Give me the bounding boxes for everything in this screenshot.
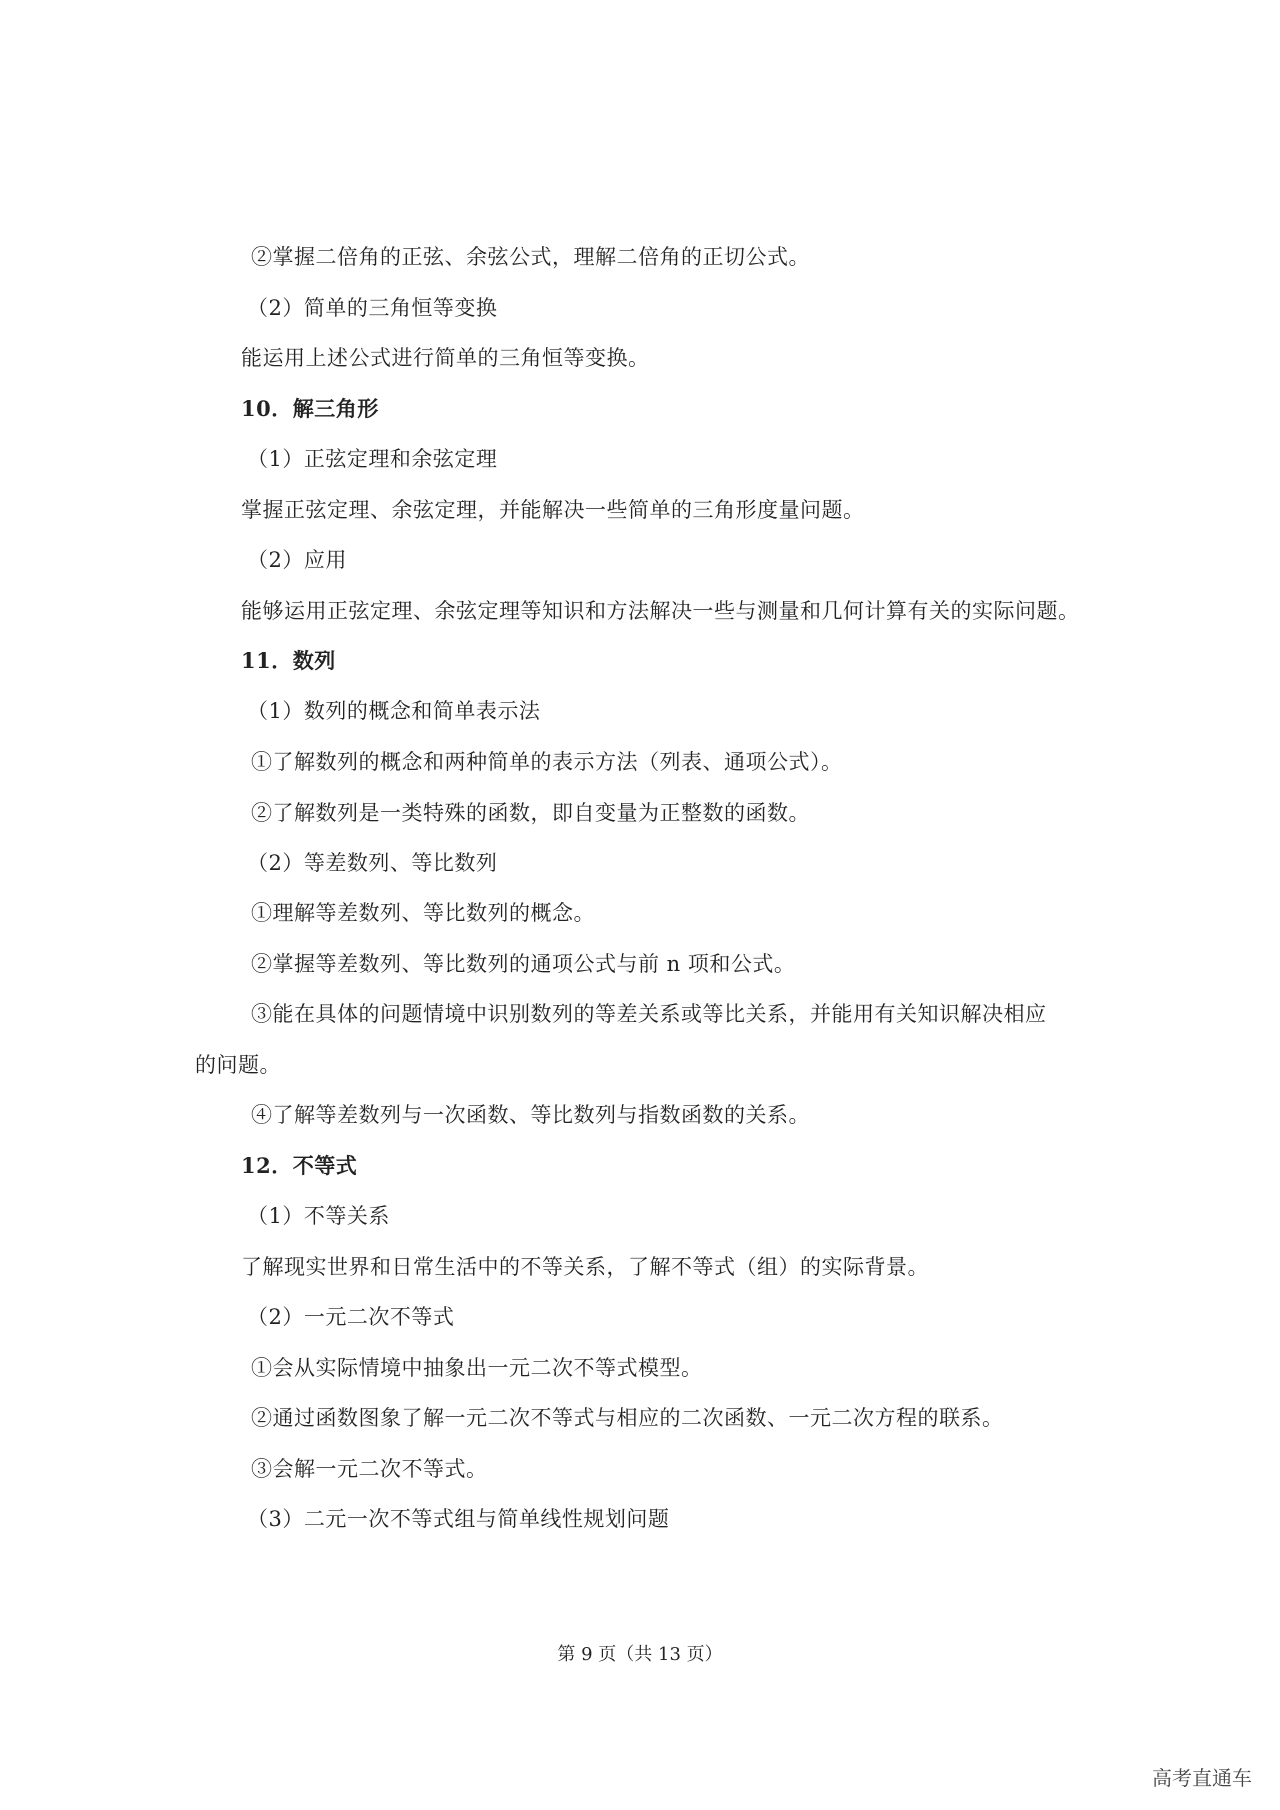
subsection-heading: （2）简单的三角恒等变换: [247, 296, 498, 320]
text-line: ①理解等差数列、等比数列的概念。: [251, 901, 595, 925]
watermark-text: 高考直通车: [1152, 1766, 1252, 1790]
text-line: ④了解等差数列与一次函数、等比数列与指数函数的关系。: [251, 1103, 810, 1127]
text-line: 了解现实世界和日常生活中的不等关系，了解不等式（组）的实际背景。: [241, 1255, 929, 1279]
text-line: ③会解一元二次不等式。: [251, 1457, 488, 1481]
text-line: ①了解数列的概念和两种简单的表示方法（列表、通项公式）。: [251, 750, 843, 774]
section-heading: 11．数列: [241, 648, 336, 673]
text-line: 掌握正弦定理、余弦定理，并能解决一些简单的三角形度量问题。: [241, 498, 865, 522]
text-line: ②通过函数图象了解一元二次不等式与相应的二次函数、一元二次方程的联系。: [251, 1406, 1004, 1430]
text-line: 的问题。: [195, 1053, 281, 1077]
section-heading: 12．不等式: [241, 1153, 358, 1178]
text-line: ②掌握等差数列、等比数列的通项公式与前 n 项和公式。: [251, 952, 796, 976]
text-line: 能够运用正弦定理、余弦定理等知识和方法解决一些与测量和几何计算有关的实际问题。: [241, 599, 1080, 623]
subsection-heading: （2）等差数列、等比数列: [247, 851, 498, 875]
text-line: ③能在具体的问题情境中识别数列的等差关系或等比关系，并能用有关知识解决相应: [251, 1002, 1047, 1026]
text-line: ②了解数列是一类特殊的函数，即自变量为正整数的函数。: [251, 801, 810, 825]
subsection-heading: （2）一元二次不等式: [247, 1305, 455, 1329]
subsection-heading: （2）应用: [247, 548, 347, 572]
text-line: 能运用上述公式进行简单的三角恒等变换。: [241, 346, 650, 370]
text-line: ①会从实际情境中抽象出一元二次不等式模型。: [251, 1356, 703, 1380]
subsection-heading: （1）数列的概念和简单表示法: [247, 699, 541, 723]
subsection-heading: （3）二元一次不等式组与简单线性规划问题: [247, 1507, 670, 1531]
section-heading: 10．解三角形: [241, 396, 379, 421]
subsection-heading: （1）不等关系: [247, 1204, 390, 1228]
text-line: ②掌握二倍角的正弦、余弦公式，理解二倍角的正切公式。: [251, 245, 810, 269]
subsection-heading: （1）正弦定理和余弦定理: [247, 447, 498, 471]
page-number: 第 9 页（共 13 页）: [557, 1644, 723, 1665]
